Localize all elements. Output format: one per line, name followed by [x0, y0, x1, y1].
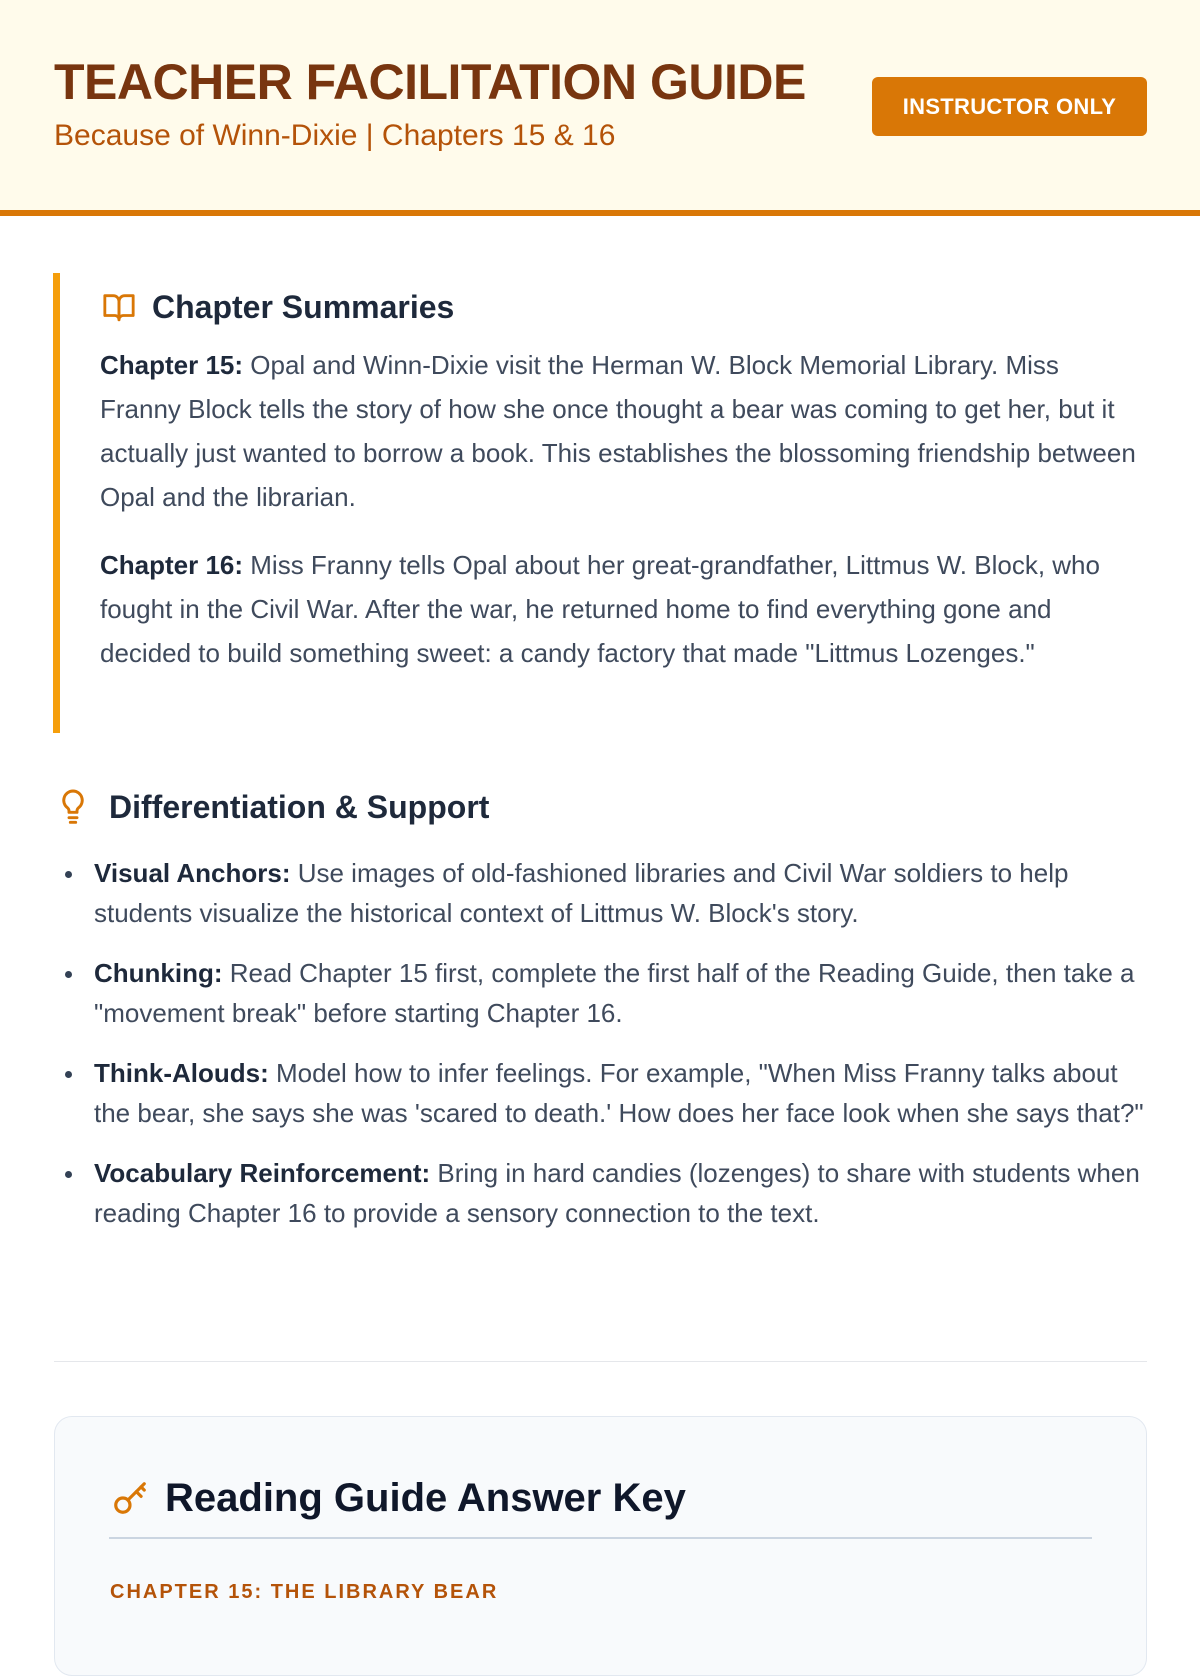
list-item — [53, 1153, 1147, 1233]
instructor-only-badge: INSTRUCTOR ONLY — [872, 77, 1147, 136]
summary-label: Chapter 15: — [100, 350, 244, 380]
bullet — [65, 1071, 72, 1078]
bullet — [65, 1171, 72, 1178]
chapter-summaries-header — [100, 285, 1147, 329]
chapter-summaries-section — [53, 273, 1147, 733]
item-text: Read Chapter 15 first, complete the first half of the Reading Guide, then take a "movement break" before starting Chapter 16. — [94, 958, 1135, 1028]
item-label: Think-Alouds: — [94, 1058, 269, 1088]
key-icon — [111, 1479, 149, 1517]
summary-text: Opal and Winn-Dixie visit the Herman W. Block Memorial Library. Miss Franny Block tells the story of how she once thought a bear was coming to get her, but it actually just wanted to borrow a book. This establishes the blossoming friendship between Opal and the librarian. — [100, 350, 1136, 512]
section-divider — [54, 1361, 1147, 1362]
list-item — [53, 853, 1147, 933]
lightbulb-icon — [57, 788, 89, 826]
summary-text: Miss Franny tells Opal about her great-grandfather, Littmus W. Block, who fought in the Civil War. After the war, he returned home to find everything gone and decided to build something sweet: a candy factory that made "Littmus Lozenges." — [100, 550, 1100, 668]
differentiation-heading: Differentiation & Support — [109, 788, 490, 825]
answer-key-header — [111, 1473, 686, 1523]
bullet — [65, 871, 72, 878]
answer-key-heading: Reading Guide Answer Key — [165, 1475, 686, 1520]
answer-key-subheading: CHAPTER 15: THE LIBRARY BEAR — [110, 1581, 499, 1603]
summary-chapter-16 — [100, 543, 1147, 675]
list-item — [53, 1053, 1147, 1133]
page-subtitle: Because of Winn-Dixie | Chapters 15 & 16 — [54, 119, 616, 152]
summary-chapter-15 — [100, 343, 1147, 519]
item-text: Model how to infer feelings. For example, "When Miss Franny talks about the bear, she says she was 'scared to death.' How does her face look when she says that?" — [94, 1058, 1144, 1128]
summary-label: Chapter 16: — [100, 550, 244, 580]
bullet — [65, 971, 72, 978]
page-header — [0, 0, 1200, 216]
item-text: Use images of old-fashioned libraries and Civil War soldiers to help students visualize the historical context of Littmus W. Block's story. — [94, 858, 1069, 928]
differentiation-list — [53, 853, 1147, 1233]
list-item — [53, 953, 1147, 1033]
differentiation-section — [53, 785, 1147, 1253]
item-label: Visual Anchors: — [94, 858, 291, 888]
chapter-summaries-heading: Chapter Summaries — [152, 288, 455, 325]
item-label: Vocabulary Reinforcement: — [94, 1158, 431, 1188]
differentiation-header — [53, 785, 1147, 829]
item-label: Chunking: — [94, 958, 223, 988]
open-book-icon — [100, 290, 138, 324]
item-text: Bring in hard candies (lozenges) to share with students when reading Chapter 16 to provide a sensory connection to the text. — [94, 1158, 1140, 1228]
page-title: TEACHER FACILITATION GUIDE — [54, 54, 806, 110]
answer-key-card — [54, 1416, 1147, 1676]
answer-key-rule — [109, 1537, 1092, 1539]
